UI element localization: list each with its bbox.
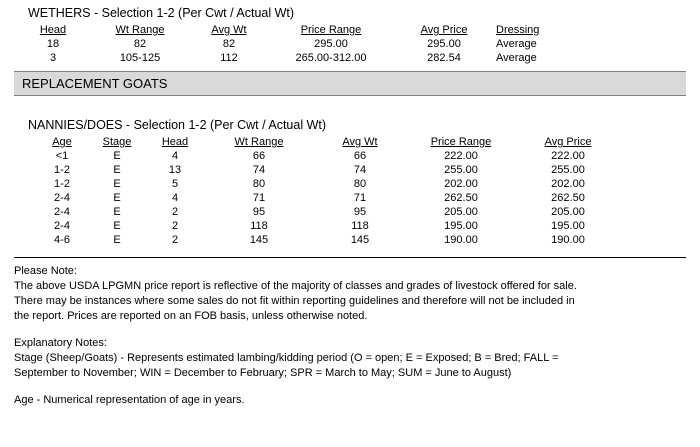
replacement-goats-banner: REPLACEMENT GOATS [14,71,686,96]
cell-wt-range: 95 [252,206,266,218]
cell-stage: E [113,178,121,190]
cell-spacer [620,233,686,247]
cell-wt-range: 71 [252,192,266,204]
age-definition-line: Age - Numerical representation of age in years. [14,394,245,406]
footer-divider [14,257,686,258]
nannies-body [14,149,686,247]
cell-pad [14,163,36,177]
table-row [14,37,686,51]
cell-avg-price: 255.00 [551,164,585,176]
cell-age: 2-4 [54,220,70,232]
cell-head: 18 [46,38,60,50]
nannies-table [14,135,686,247]
cell-avg-price: 195.00 [551,220,585,232]
please-note-heading: Please Note: [14,265,77,277]
cell-pad [14,149,36,163]
cell-spacer [620,163,686,177]
cell-age: 4-6 [54,234,70,246]
cell-age: <1 [55,150,69,162]
cell-price-range: 205.00 [444,206,478,218]
cell-avg-wt: 112 [220,52,238,64]
cell-pad [14,191,36,205]
cell-spacer [620,149,686,163]
cell-avg-price: 202.00 [551,178,585,190]
banner-spacer [14,96,686,112]
cell-age: 1-2 [54,164,70,176]
wethers-section-title: WETHERS - Selection 1-2 (Per Cwt / Actual Wt) [28,6,295,20]
cell-avg-price: 222.00 [551,150,585,162]
cell-avg-price: 205.00 [551,206,585,218]
table-row [14,177,686,191]
cell-price-range: 222.00 [444,150,478,162]
cell-avg-wt: 145 [350,234,370,246]
cell-avg-wt: 71 [353,192,367,204]
cell-wt-range: 74 [252,164,266,176]
cell-spacer [606,37,686,51]
cell-wt-range: 118 [250,220,268,232]
cell-head: 2 [171,234,179,246]
cell-pad [14,177,36,191]
note-line-3: the report. Prices are reported on an FOB basis, unless otherwise noted. [14,310,368,322]
cell-avg-price: 190.00 [551,234,585,246]
cell-price-range: 190.00 [444,234,478,246]
cell-avg-wt: 66 [353,150,367,162]
cell-spacer [620,205,686,219]
cell-stage: E [113,206,121,218]
cell-head: 2 [171,206,179,218]
cell-head: 5 [171,178,179,190]
cell-head: 13 [168,164,182,176]
cell-avg-price: 262.50 [551,192,585,204]
nannies-col-wt-range: Wt Range [234,136,284,148]
nannies-col-spacer [620,135,686,149]
table-row [14,205,686,219]
cell-price-range: 202.00 [444,178,478,190]
cell-price-range: 265.00-312.00 [295,52,367,64]
report-page [0,6,700,447]
cell-price-range: 295.00 [314,38,348,50]
nannies-col-pad [14,135,36,149]
nannies-col-stage: Stage [102,136,132,148]
nannies-col-age: Age [52,136,72,148]
notes-gap-2 [14,381,686,393]
notes-block [14,264,686,408]
cell-wt-range: 82 [133,38,147,50]
cell-spacer [620,191,686,205]
table-row [14,51,686,65]
table-row [14,149,686,163]
table-row [14,219,686,233]
cell-wt-range: 66 [252,150,266,162]
cell-price-range: 195.00 [444,220,478,232]
notes-gap-1 [14,324,686,336]
cell-head: 2 [171,220,179,232]
explanatory-notes-heading: Explanatory Notes: [14,337,107,349]
cell-dressing: Average [496,52,537,64]
explanatory-line-1: Stage (Sheep/Goats) - Represents estimated lambing/kidding period (O = open; E = Exposed; B = Bred; FALL = [14,352,559,364]
wethers-col-avg-wt: Avg Wt [211,24,247,36]
wethers-col-avg-price: Avg Price [420,24,468,36]
cell-dressing: Average [496,38,537,50]
cell-avg-wt: 95 [353,206,367,218]
wethers-table [14,23,686,65]
note-line-1: The above USDA LPGMN price report is reflective of the majority of classes and grades of livestock offered for sale. [14,280,577,292]
nannies-col-price-range: Price Range [430,136,492,148]
cell-pad [14,233,36,247]
cell-head: 3 [49,52,57,64]
cell-stage: E [113,234,121,246]
cell-avg-wt: 80 [353,178,367,190]
cell-avg-price: 282.54 [427,52,461,64]
cell-pad [14,219,36,233]
cell-avg-wt: 82 [222,38,236,50]
cell-head: 4 [171,150,179,162]
cell-stage: E [113,192,121,204]
cell-spacer [606,51,686,65]
cell-price-range: 255.00 [444,164,478,176]
table-row [14,191,686,205]
nannies-col-head: Head [161,136,189,148]
explanatory-line-2: September to November; WIN = December to February; SPR = March to May; SUM = June to August) [14,367,512,379]
cell-wt-range: 80 [252,178,266,190]
cell-wt-range: 105-125 [119,52,161,64]
table-row [14,163,686,177]
cell-avg-price: 295.00 [427,38,461,50]
nannies-col-avg-wt: Avg Wt [342,136,378,148]
nannies-col-avg-price: Avg Price [544,136,592,148]
cell-age: 2-4 [54,206,70,218]
cell-spacer [620,177,686,191]
table-row [14,233,686,247]
cell-pad [14,205,36,219]
note-line-2: There may be instances where some sales do not fit within reporting guidelines and therefore will not be included in [14,295,575,307]
wethers-col-dressing: Dressing [496,24,540,36]
wethers-header-row [14,23,686,37]
cell-age: 2-4 [54,192,70,204]
cell-age: 1-2 [54,178,70,190]
cell-avg-wt: 118 [351,220,369,232]
cell-stage: E [113,164,121,176]
wethers-col-wt-range: Wt Range [115,24,165,36]
cell-stage: E [113,150,121,162]
cell-head: 4 [171,192,179,204]
wethers-col-spacer [606,23,686,37]
nannies-section-title: NANNIES/DOES - Selection 1-2 (Per Cwt / Actual Wt) [28,118,326,132]
cell-spacer [620,219,686,233]
nannies-header-row [14,135,686,149]
cell-stage: E [113,220,121,232]
cell-avg-wt: 74 [353,164,367,176]
wethers-col-head: Head [39,24,67,36]
cell-price-range: 262.50 [444,192,478,204]
cell-wt-range: 145 [249,234,269,246]
wethers-col-price-range: Price Range [300,24,362,36]
